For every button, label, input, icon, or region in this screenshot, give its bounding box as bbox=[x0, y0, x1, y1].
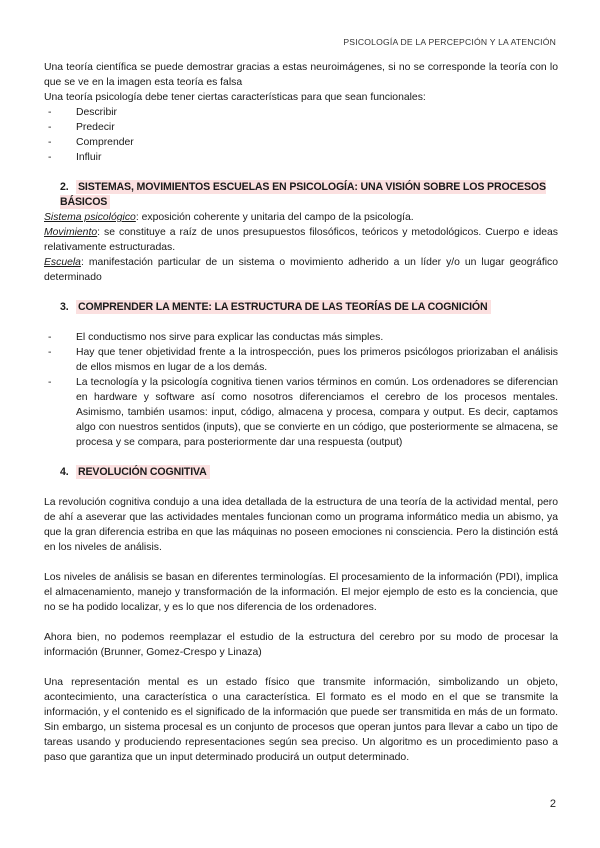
list-item: - Influir bbox=[44, 150, 558, 165]
list-item: - El conductismo nos sirve para explicar las conductas más simples. bbox=[44, 330, 558, 345]
section-title: SISTEMAS, MOVIMIENTOS ESCUELAS EN PSICOLOGÍA: UNA VISIÓN SOBRE LOS PROCESOS BÁSICOS bbox=[60, 181, 546, 208]
definition-term: Escuela bbox=[44, 257, 81, 268]
definition-term: Sistema psicológico bbox=[44, 212, 136, 223]
intro-paragraph-1: Una teoría científica se puede demostrar gracias a estas neuroimágenes, si no se corresponde la teoría con lo que se ve en la imagen esta teoría es falsa bbox=[44, 62, 558, 88]
list-item: - Describir bbox=[44, 105, 558, 120]
definition-text: : se constituye a raíz de unos presupuestos filosóficos, teóricos y metodológicos. Cuerpo e ideas relativamente estructuradas. bbox=[44, 227, 558, 253]
page-number: 2 bbox=[549, 798, 556, 810]
section-number: 2. bbox=[60, 181, 69, 193]
section-4-heading bbox=[44, 465, 558, 480]
paragraph: La revolución cognitiva condujo a una idea detallada de la estructura de una teoría de la actividad mental, pero de ahí a aseverar que las actividades mentales funcionan como un programa informático media un abismo, ya que la gran diferencia estriba en que las máquinas no poseen emociones ni consciencia. Pero la distinción está en los niveles de análisis. bbox=[44, 497, 558, 553]
definition-movimiento bbox=[44, 225, 558, 255]
characteristics-list bbox=[44, 105, 558, 165]
definition-text: : manifestación particular de un sistema o movimiento adherido a un líder y/o un lugar geográfico determinado bbox=[44, 257, 558, 283]
definition-escuela bbox=[44, 255, 558, 285]
list-item: - Predecir bbox=[44, 120, 558, 135]
section-title: REVOLUCIÓN COGNITIVA bbox=[76, 465, 210, 479]
paragraph: Los niveles de análisis se basan en diferentes terminologías. El procesamiento de la información (PDI), implica el almacenamiento, manejo y transformación de la información. El mejor ejemplo de esto es la conciencia, que no se ha podido localizar, y es lo que nos diferencia de los ordenadores. bbox=[44, 572, 558, 613]
definition-sistema bbox=[44, 210, 558, 225]
section-2-heading bbox=[44, 180, 558, 208]
section-number: 3. bbox=[60, 301, 69, 313]
list-item: - La tecnología y la psicología cognitiva tienen varios términos en común. Los ordenadores se diferencian en hardware y software así como nosotros diferenciamos el cerebro de los procesos mentales. Asimismo, también usamos: input, código, almacena y procesa, compara y output. Es decir, captamos algo con nuestros sentidos (inputs), que se convierte en un código, que posteriormente se almacena, se procesa y se compara, para posteriormente dar una respuesta (output) bbox=[44, 375, 558, 450]
section-title: COMPRENDER LA MENTE: LA ESTRUCTURA DE LAS TEORÍAS DE LA COGNICIÓN bbox=[76, 300, 491, 314]
running-header: PSICOLOGÍA DE LA PERCEPCIÓN Y LA ATENCIÓN bbox=[343, 37, 556, 47]
list-item: - Hay que tener objetividad frente a la introspección, pues los primeros psicólogos priorizaban el análisis de ellos mismos en lugar de a los demás. bbox=[44, 345, 558, 375]
paragraph: Una representación mental es un estado físico que transmite información, simbolizando un objeto, acontecimiento, una característica o una característica. El formato es el modo en el que se transmite la información, y el contenido es el significado de la información que puede ser transmitida en más de un formato. Sin embargo, un sistema procesal es un conjunto de procesos que operan juntos para llevar a cabo un tipo de tareas usando y produciendo representaciones según sea preciso. Un algoritmo es un procedimiento paso a paso que garantiza que un input determinado producirá un output determinado. bbox=[44, 677, 558, 763]
page-body bbox=[44, 60, 558, 765]
paragraph: Ahora bien, no podemos reemplazar el estudio de la estructura del cerebro por su modo de procesar la información (Brunner, Gomez-Crespo y Linaza) bbox=[44, 632, 558, 658]
section-number: 4. bbox=[60, 466, 69, 478]
definition-text: : exposición coherente y unitaria del campo de la psicología. bbox=[135, 212, 414, 223]
intro-paragraph-2: Una teoría psicología debe tener ciertas características para que sean funcionales: bbox=[44, 92, 426, 103]
list-item: - Comprender bbox=[44, 135, 558, 150]
cognition-list bbox=[44, 330, 558, 450]
section-3-heading bbox=[44, 300, 558, 315]
definition-term: Movimiento bbox=[44, 227, 98, 238]
